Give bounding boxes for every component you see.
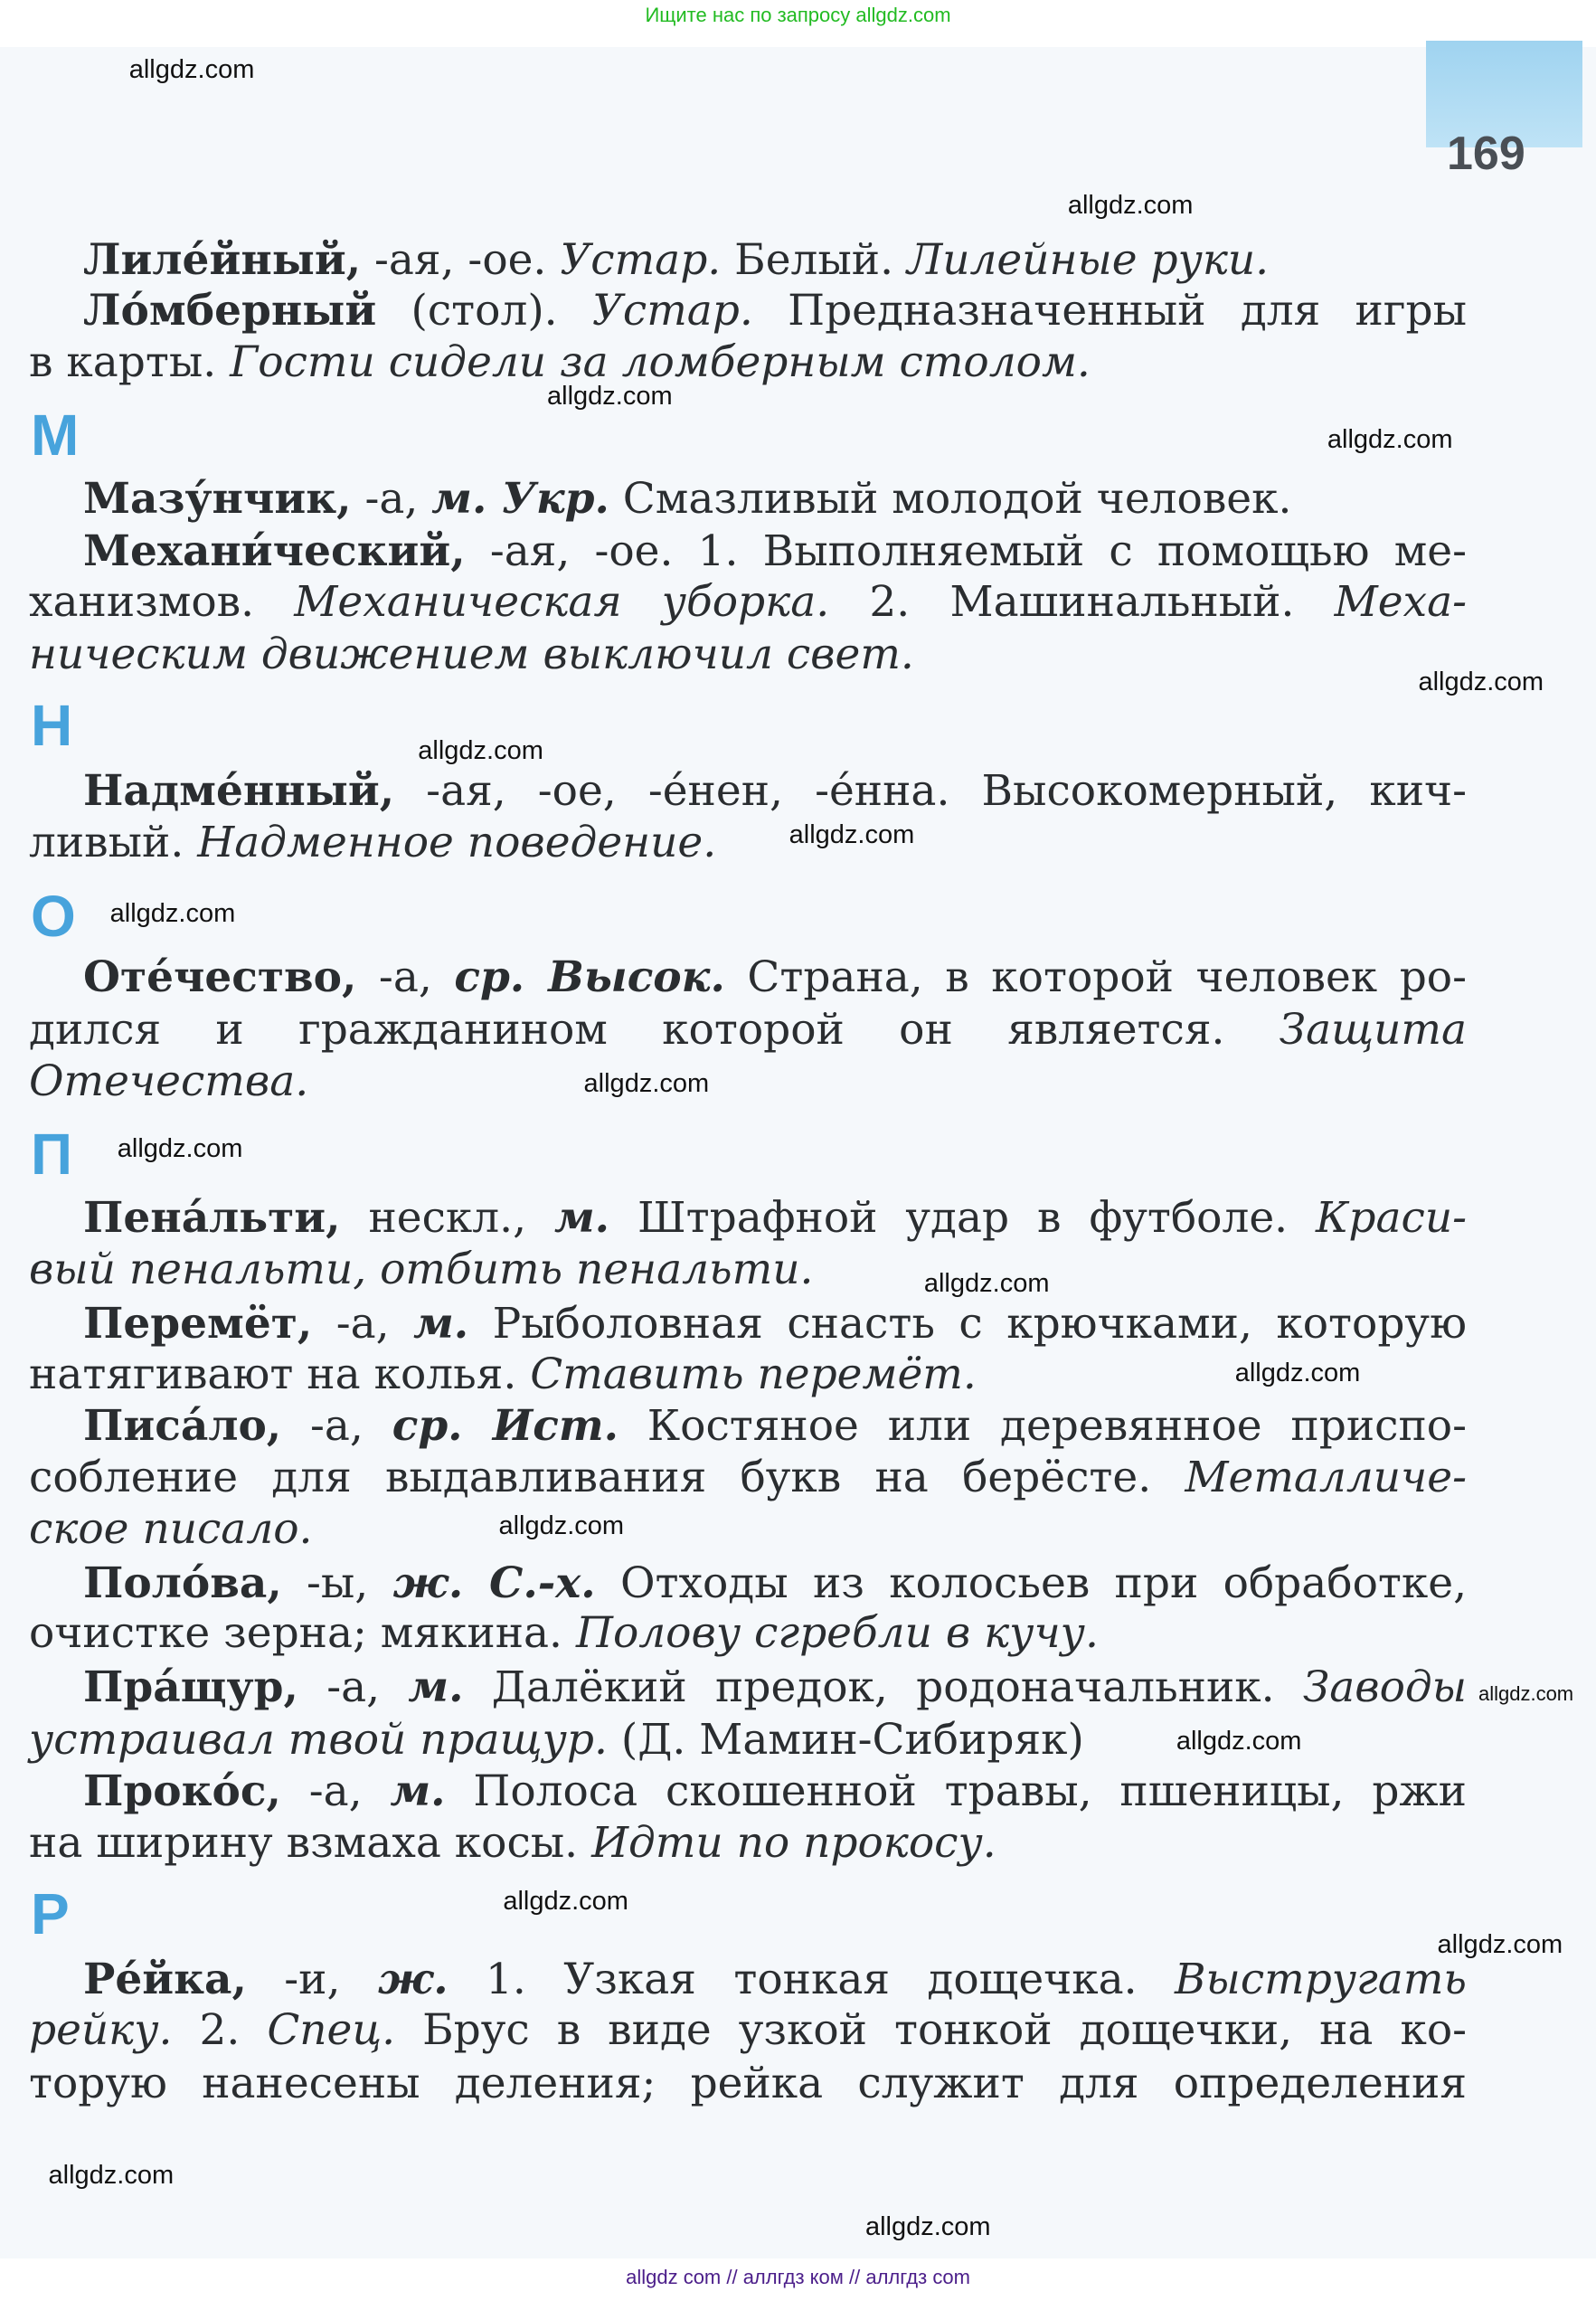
definition-text: -а, xyxy=(312,1298,414,1349)
entry-line xyxy=(83,473,1467,525)
example-text: ническим движением выключил свет. xyxy=(29,630,914,680)
headword: Оте́чество, xyxy=(83,952,357,1002)
entry-line xyxy=(29,629,1467,680)
definition-text: натягивают на колья. xyxy=(29,1349,531,1400)
definition-text: очистке зерна; мякина. xyxy=(29,1607,576,1658)
example-text: Отечества. xyxy=(29,1056,309,1107)
watermark-text: allgdz.com xyxy=(498,1510,625,1540)
example-text: устраивал твой пращур. xyxy=(29,1715,608,1766)
definition-text: дился и гражданином которой он является. xyxy=(29,1005,1280,1056)
definition-text: Смазливый молодой человек. xyxy=(609,474,1292,525)
watermark-text: allgdz.com xyxy=(1437,1930,1563,1960)
example-text: Идти по прокосу. xyxy=(591,1817,996,1868)
entry-line xyxy=(29,1452,1467,1503)
entry-line xyxy=(83,285,1467,336)
definition-text: ливый. xyxy=(29,817,198,867)
watermark-text: allgdz.com xyxy=(1176,1726,1302,1756)
example-text: рейку. xyxy=(29,2005,173,2056)
example-text: м. xyxy=(554,1192,610,1243)
example-text: Выстругать xyxy=(1175,1954,1467,2004)
entry-line xyxy=(29,1817,1467,1869)
example-text: ское писало. xyxy=(29,1503,313,1554)
headword: Поло́ва, xyxy=(83,1558,282,1608)
entry-line xyxy=(29,2058,1467,2109)
definition-text: Полоса скошенной травы, пшеницы, ржи xyxy=(445,1766,1467,1817)
headword: Проко́с, xyxy=(83,1766,281,1817)
definition-text: -а, xyxy=(281,1401,392,1452)
entry-line xyxy=(83,526,1467,577)
definition-text: -и, xyxy=(246,1954,378,2004)
top-banner: Ищите нас по запросу allgdz.com xyxy=(645,4,951,26)
section-letter: М xyxy=(31,402,80,468)
watermark-text: allgdz.com xyxy=(128,55,255,85)
bottom-banner: allgdz com // аллгдз ком // аллгдз com xyxy=(626,2266,970,2288)
watermark-text: allgdz.com xyxy=(923,1268,1050,1298)
example-text: вый пенальти, отбить пенальти. xyxy=(29,1244,814,1294)
example-text: ср. Высок. xyxy=(454,952,725,1002)
example-text: ж. С.-х. xyxy=(392,1558,596,1608)
watermark-text: allgdz.com xyxy=(418,736,543,766)
watermark-text: allgdz.com xyxy=(864,2211,991,2241)
watermark-text: allgdz.com xyxy=(583,1069,710,1099)
entry-line xyxy=(29,1244,1467,1295)
example-text: Краси- xyxy=(1316,1192,1467,1243)
watermark-text: allgdz.com xyxy=(48,2161,175,2191)
entry-line xyxy=(83,1766,1467,1817)
definition-text: в карты. xyxy=(29,337,231,388)
headword: Надме́нный, xyxy=(83,765,395,816)
entry-line xyxy=(83,1954,1467,2005)
definition-text: 1. Узкая тонкая дощечка. xyxy=(448,1954,1175,2004)
example-text: Устар. xyxy=(591,286,753,336)
entry-line xyxy=(83,1298,1467,1349)
definition-text: Страна, в которой человек ро- xyxy=(724,952,1467,1002)
example-text: м. Укр. xyxy=(431,474,609,525)
watermark-text: allgdz.com xyxy=(503,1886,628,1916)
section-letter: О xyxy=(31,883,76,949)
definition-text: -ая, -ое. xyxy=(361,234,561,285)
watermark-text: allgdz.com xyxy=(789,819,915,849)
example-text: Устар. xyxy=(560,234,722,285)
example-text: Надменное поведение. xyxy=(197,817,717,867)
headword: Пра́щур, xyxy=(83,1662,298,1712)
entry-line xyxy=(83,1400,1467,1452)
definition-text: на ширину взмаха косы. xyxy=(29,1817,592,1868)
entry-line xyxy=(83,1662,1467,1713)
entry-line xyxy=(29,1004,1467,1056)
example-text: Заводы xyxy=(1302,1662,1467,1712)
example-text: Меха- xyxy=(1334,576,1468,627)
watermark-text: allgdz.com xyxy=(117,1133,243,1163)
watermark-text: allgdz.com xyxy=(1478,1682,1574,1706)
section-letter: Н xyxy=(31,692,73,758)
entry-line xyxy=(29,1503,1467,1555)
definition-text: Белый. xyxy=(721,234,907,285)
definition-text: (Д. Мамин-Сибиряк) xyxy=(607,1715,1084,1766)
example-text: Полову сгребли в кучу. xyxy=(575,1607,1099,1658)
definition-text: -ая, -ое, -е́нен, -е́нна. Высокомерный, кич- xyxy=(394,765,1467,816)
example-text: м. xyxy=(390,1766,446,1817)
example-text: Защита xyxy=(1279,1005,1467,1056)
example-text: Лилейные руки. xyxy=(906,234,1270,285)
example-text: ж. xyxy=(377,1954,449,2004)
definition-text: ханизмов. xyxy=(29,576,295,627)
definition-text: Предназначенный для игры xyxy=(752,286,1467,336)
watermark-text: allgdz.com xyxy=(1067,190,1194,220)
definition-text: Отходы из колосьев при обработке, xyxy=(595,1558,1468,1608)
example-text: Металличе- xyxy=(1185,1452,1467,1502)
headword: Ло́мберный xyxy=(83,286,377,336)
definition-text: Рыболовная снасть с крючками, которую xyxy=(468,1298,1467,1349)
headword: Мазу́нчик, xyxy=(83,474,352,525)
entry-line xyxy=(83,1558,1467,1609)
definition-text: -ая, -ое. 1. Выполняемый с помощью ме- xyxy=(465,526,1467,577)
section-letter: Р xyxy=(31,1880,70,1946)
definition-text: собление для выдавливания букв на берёсте. xyxy=(29,1452,1185,1502)
definition-text: 2. Машинальный. xyxy=(829,576,1335,627)
example-text: м. xyxy=(413,1298,469,1349)
example-text: Спец. xyxy=(267,2005,396,2056)
definition-text: Далёкий предок, родоначальник. xyxy=(463,1662,1303,1712)
definition-text: -ы, xyxy=(281,1558,393,1608)
watermark-text: allgdz.com xyxy=(1418,667,1544,696)
entry-line xyxy=(29,576,1467,628)
entry-line xyxy=(29,1056,1467,1107)
definition-text: -а, xyxy=(280,1766,391,1817)
example-text: м. xyxy=(408,1662,464,1712)
definition-text: 2. xyxy=(172,2005,268,2056)
entry-line xyxy=(29,336,1467,388)
entry-line xyxy=(83,952,1467,1003)
headword: Пена́льти, xyxy=(83,1192,341,1243)
entry-line xyxy=(29,817,1467,868)
example-text: Ставить перемёт. xyxy=(530,1349,977,1400)
watermark-text: allgdz.com xyxy=(547,381,673,411)
page-number: 169 xyxy=(1447,128,1525,180)
example-text: ср. Ист. xyxy=(392,1401,619,1452)
definition-text: нескл., xyxy=(340,1192,554,1243)
headword: Ре́йка, xyxy=(83,1954,247,2004)
definition-text: Костяное или деревянное приспо- xyxy=(618,1401,1467,1452)
headword: Механи́ческий, xyxy=(83,526,466,577)
watermark-text: allgdz.com xyxy=(109,899,236,929)
section-letter: П xyxy=(31,1121,72,1187)
entry-line xyxy=(83,234,1467,286)
definition-text: -а, xyxy=(351,474,432,525)
watermark-text: allgdz.com xyxy=(1327,425,1453,455)
definition-text: (стол). xyxy=(376,286,592,336)
headword: Писа́ло, xyxy=(83,1401,282,1452)
example-text: Гости сидели за ломберным столом. xyxy=(230,337,1091,388)
watermark-text: allgdz.com xyxy=(1234,1358,1361,1387)
definition-text: -а, xyxy=(356,952,455,1002)
entry-line xyxy=(29,1607,1467,1659)
definition-text: Штрафной удар в футболе. xyxy=(609,1192,1317,1243)
entry-line xyxy=(83,765,1467,817)
example-text: Механическая уборка. xyxy=(294,576,830,627)
definition-text: Брус в виде узкой тонкой дощечки, на ко- xyxy=(395,2005,1467,2056)
entry-line xyxy=(29,2004,1467,2056)
headword: Лиле́йный, xyxy=(83,234,362,285)
definition-text: -а, xyxy=(297,1662,409,1712)
entry-line xyxy=(83,1192,1467,1244)
headword: Перемёт, xyxy=(83,1298,313,1349)
definition-text: торую нанесены деления; рейка служит для определения xyxy=(29,2058,1467,2108)
